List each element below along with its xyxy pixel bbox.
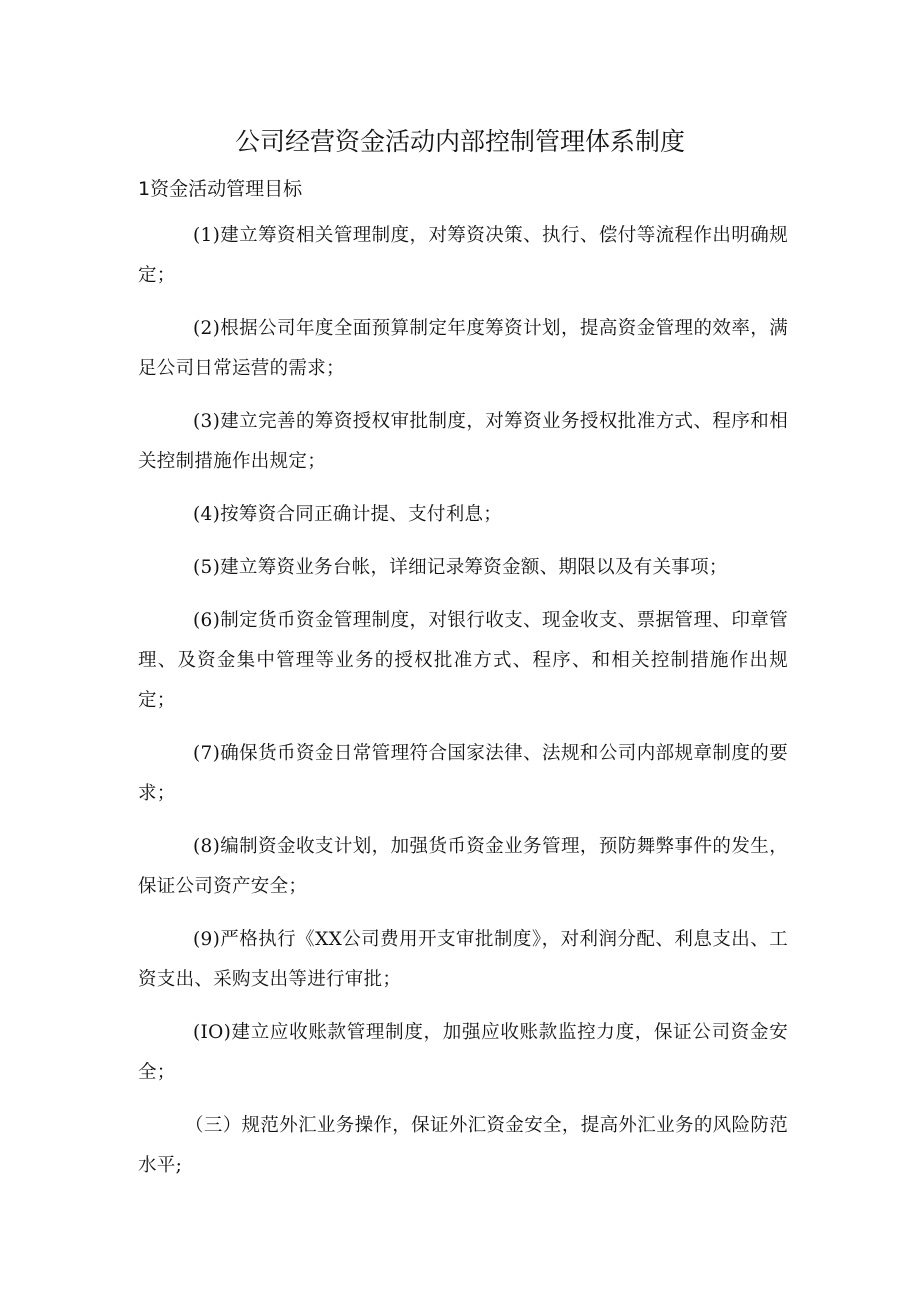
document-body: [138, 216, 788, 1199]
paragraph-6: (6)制定货币资金管理制度，对银行收支、现金收支、票据管理、印章管理、及资金集中管理等业务的授权批准方式、程序、和相关控制措施作出规定；: [138, 610, 788, 711]
document-title: 公司经营资金活动内部控制管理体系制度: [234, 127, 685, 156]
paragraph-3: (3)建立完善的筹资授权审批制度，对筹资业务授权批准方式、程序和相关控制措施作出规定；: [138, 411, 788, 472]
paragraph-11: （三）规范外汇业务操作，保证外汇资金安全，提高外汇业务的风险防范水平;: [138, 1115, 788, 1176]
paragraph-4: (4)按筹资合同正确计提、支付利息；: [193, 504, 503, 525]
paragraph-9: (9)严格执行《XX公司费用开支审批制度》，对利润分配、利息支出、工资支出、采购支出等进行审批；: [138, 929, 788, 990]
paragraph-5: (5)建立筹资业务台帐，详细记录筹资金额、期限以及有关事项；: [193, 557, 728, 578]
paragraph-7: (7)确保货币资金日常管理符合国家法律、法规和公司内部规章制度的要求；: [138, 743, 788, 804]
paragraph-10: (IO)建立应收账款管理制度，加强应收账款监控力度，保证公司资金安全；: [138, 1022, 788, 1083]
paragraph-1: (1)建立筹资相关管理制度，对筹资决策、执行、偿付等流程作出明确规定；: [138, 225, 788, 286]
paragraph-2: (2)根据公司年度全面预算制定年度筹资计划，提高资金管理的效率，满足公司日常运营的需求；: [138, 318, 788, 379]
section-heading: 1资金活动管理目标: [138, 178, 303, 200]
paragraph-8: (8)编制资金收支计划，加强货币资金业务管理，预防舞弊事件的发生，保证公司资产安全；: [138, 836, 788, 897]
